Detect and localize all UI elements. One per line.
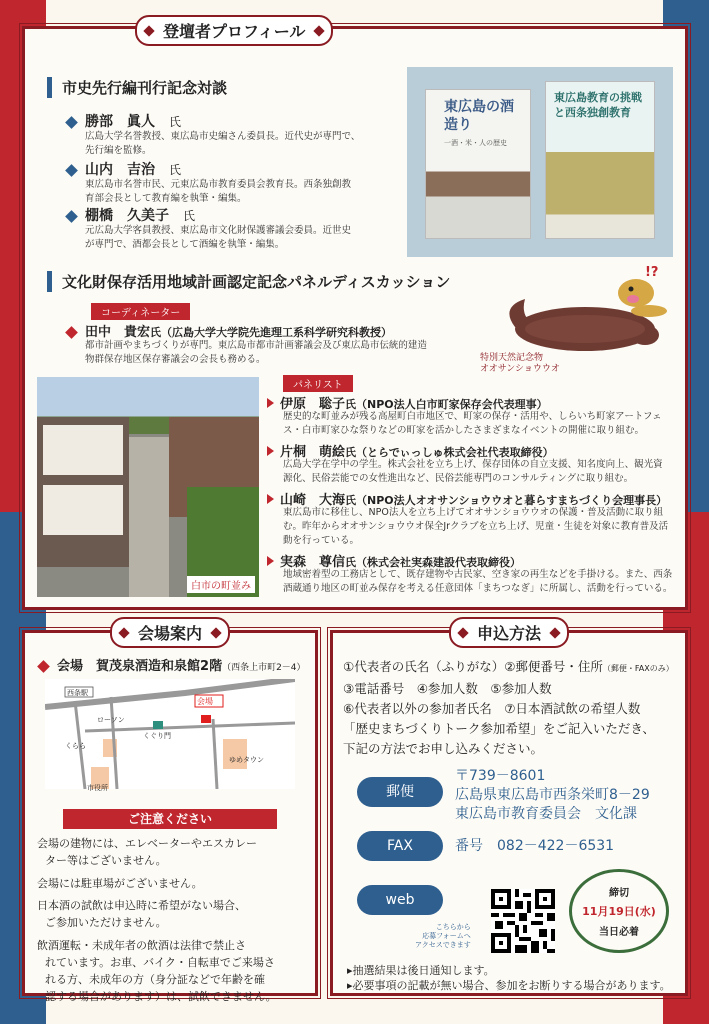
speaker-tanahashi (67, 205, 195, 225)
instruction-line (343, 657, 674, 679)
desc-line: 物群保存地区保存審議会の会長も務める。 (85, 354, 266, 365)
speaker-desc (85, 130, 405, 158)
coordinator-affiliation: 氏（広島大学大学院先進理工系科学研究科教授） (150, 326, 393, 339)
map-label-city-hall: 市役所 (87, 784, 108, 792)
house-wall (43, 485, 123, 535)
coordinator-desc (85, 339, 485, 367)
panelist-name-text: 山崎 大海 (280, 493, 346, 508)
speaker-name: 勝部 眞人 (85, 114, 155, 130)
panelist-affiliation: 氏（NPO法人白市町家保存会代表理事） (345, 398, 548, 411)
desc-line: 広島大学名誉教授、東広島市史編さん委員長。近代史が専門で、 (85, 131, 361, 142)
deadline-note: 当日必着 (599, 927, 639, 938)
books-image (407, 67, 673, 257)
speaker-katsube (67, 111, 181, 131)
profile-panel (22, 22, 688, 610)
map-label-kurara: くらら (65, 742, 86, 750)
coordinator-label: コーディネーター (91, 303, 190, 320)
deadline-badge (569, 869, 669, 953)
house-wall (43, 425, 123, 475)
instruction-text: ①代表者の氏名（ふりがな）②郵便番号・住所 (343, 659, 603, 674)
deadline-label: 締切 (609, 888, 629, 899)
book-subtitle: 一酒・米・人の歴史 (444, 139, 507, 147)
diamond-icon (65, 164, 78, 177)
instruction-line: 下記の方法でお申し込みください。 (343, 741, 544, 756)
arrow-icon (267, 398, 274, 408)
caution-drinking (37, 937, 313, 1005)
qr-note (415, 923, 471, 950)
map-label-venue: 会場 (197, 697, 213, 706)
instruction-line: ③電話番号 ④参加人数 ⑤参加人数 (343, 681, 552, 696)
venue-panel (22, 624, 318, 1003)
caution-elevator (37, 835, 313, 869)
fax-button: FAX (357, 831, 443, 861)
panelist-name-text: 実森 尊信 (280, 555, 346, 570)
map-label-kugurimon: くぐり門 (143, 732, 171, 740)
profile-title: 登壇者プロフィール (135, 15, 333, 46)
arrow-icon (267, 446, 274, 456)
desc-line: 育部会長として教育編を執筆・編集。 (85, 193, 247, 204)
caution-tasting (37, 897, 313, 931)
mascot-image (611, 263, 671, 323)
panelist-desc (283, 568, 683, 596)
section-title-panel-discussion: 文化財保存活用地域計画認定記念パネルディスカッション (47, 271, 450, 292)
desc-line: ス・白市町家ひな祭りなどの町家を活かしたさまざまなイベントの開催に取り組む。 (283, 425, 645, 436)
venue-name: 賀茂泉酒造和泉館2階 (96, 659, 223, 674)
note-line: ター等はございません。 (45, 854, 167, 867)
diamond-icon (37, 660, 50, 673)
caution-parking (37, 875, 313, 892)
arrow-icon (267, 556, 274, 566)
note-line: 日本酒の試飲は申込時に希望がない場合、 (37, 899, 246, 912)
coordinator-name-text: 田中 貴宏 (85, 325, 151, 340)
fax-number: 番号 082－422－6531 (455, 838, 615, 854)
venue-label: 会場 (57, 659, 84, 674)
desc-line: む。昨年からオオサンショウウオ保全Jrクラブを立ち上げ、児童・生徒を対象に教育普及活 (283, 521, 669, 532)
desc-line: 広島大学在学中の学生。株式会社を立ち上げ、保存団体の自立支援、知名度向上、観光資 (283, 459, 663, 470)
speaker-name: 棚橋 久美子 (85, 208, 169, 224)
desc-line: 先行編を監修。 (85, 145, 152, 156)
qr-note-line: こちらから (435, 923, 471, 931)
desc-line: 地域密着型の工務店として、既存建物や古民家、空き家の再生などを手掛ける。また、西条 (283, 569, 673, 580)
panelist-desc (283, 506, 683, 548)
suffix: 氏 (169, 163, 182, 177)
mail-info (455, 767, 650, 824)
book-education (545, 81, 655, 239)
speaker-desc (85, 224, 405, 252)
street (129, 437, 169, 597)
mail-address: 広島県東広島市西条栄町8－29 (455, 787, 650, 803)
book-title: 東広島の酒造り (444, 99, 514, 133)
map-label-yume: ゆめタウン (229, 756, 264, 764)
venue-address: （西条上市町2－4） (222, 663, 306, 673)
note-line: 認する場合があります）は、試飲できません。 (45, 990, 277, 1003)
apply-note-line: ▸必要事項の記載が無い場合、参加をお断りする場合があります。 (347, 979, 671, 992)
instruction-line: ⑥代表者以外の参加者氏名 ⑦日本酒試飲の希望人数 (343, 701, 641, 716)
caution-banner (63, 809, 277, 829)
venue-line (39, 655, 306, 674)
photo-caption: 白市の町並み (187, 576, 255, 593)
panelist-affiliation: 氏（株式会社実森建設代表取締役） (345, 556, 522, 569)
note-line: 会場の建物には、エレベーターやエスカレー (37, 837, 257, 850)
deadline-date: 11月19日(水) (582, 905, 656, 918)
salamander-caption (480, 353, 560, 375)
suffix: 氏 (169, 115, 182, 129)
mail-postcode: 〒739－8601 (455, 768, 546, 784)
apply-panel (330, 624, 688, 996)
instruction-line: 「歴史まちづくりトーク参加希望」をご記入いただき、 (343, 721, 655, 736)
diamond-icon (65, 326, 78, 339)
apply-title: 申込方法 (449, 617, 569, 648)
panelist-name-text: 伊原 聡子 (280, 397, 346, 412)
townscape-photo (37, 377, 259, 597)
desc-line: 東広島市名誉市民、元東広島市教育委員会教育長。西条独創教 (85, 179, 352, 190)
speaker-yamauchi (67, 159, 181, 179)
desc-line: 元広島大学客員教授、東広島市文化財保護審議会委員。近世史 (85, 225, 352, 236)
note-line: ご参加いただけません。 (45, 916, 167, 929)
panelist-affiliation: 氏（とらでぃっしゅ株式会社代表取締役） (345, 446, 554, 459)
web-button: web (357, 885, 443, 915)
note-line: れています。お車、バイク・自転車でご来場さ (45, 956, 275, 969)
desc-line: 歴史的な町並みが残る高屋町白市地区で、町家の保存・活用や、しらいち町家アートフェ (283, 411, 662, 422)
section-title-dialogue: 市史先行編刊行記念対談 (47, 77, 227, 98)
map-label-lawson: ローソン (97, 716, 125, 724)
venue-title: 会場案内 (110, 617, 230, 648)
book-title: 東広島教育の挑戦と西条独創教育 (554, 91, 642, 119)
desc-line: 動を行っている。 (283, 535, 360, 546)
note-line: 飲酒運転・未成年者の飲酒は法律で禁止さ (37, 939, 246, 952)
apply-notes (347, 963, 671, 993)
desc-line: 東広島市に移住し、NPO法人を立ち上げてオオサンショウウオの保護・普及活動に取り組 (283, 507, 664, 518)
panelist-desc (283, 458, 683, 486)
note-line: 会場には駐車場がございません。 (37, 877, 203, 890)
apply-note-line: ▸抽選結果は後日通知します。 (347, 964, 495, 977)
qr-code[interactable] (491, 889, 555, 953)
suffix: 氏 (183, 209, 196, 223)
panelist-affiliation: 氏（NPO法人オオサンショウウオと暮らすまちづくり会理事長） (345, 494, 668, 507)
panelist-label: パネリスト (283, 375, 353, 392)
desc-line: 都市計画やまちづくりが専門。東広島市都市計画審議会及び東広島市伝統的建造 (85, 340, 427, 351)
caution-title: ご注意ください (127, 812, 212, 826)
coordinator-name (67, 321, 392, 340)
book-sake (425, 89, 531, 239)
qr-note-line: アクセスできます (415, 941, 471, 949)
instruction-note: （郵便・FAXのみ） (602, 664, 674, 673)
mail-department: 東広島市教育委員会 文化課 (455, 806, 637, 822)
panelist-name-text: 片桐 萌絵 (280, 445, 346, 460)
diamond-icon (65, 210, 78, 223)
caption-line: オオサンショウウオ (480, 364, 560, 374)
apply-instructions (343, 657, 674, 759)
qr-note-line: 応募フォームへ (422, 932, 471, 940)
caption-line: 特別天然記念物 (480, 353, 544, 363)
speaker-desc (85, 178, 405, 206)
note-line: れる方、未成年の方（身分証などで年齢を確 (45, 973, 265, 986)
desc-line: 源化、民俗芸能での女性進出など、民俗芸能専門のコンサルティングに取り組む。 (283, 473, 634, 484)
speaker-name: 山内 吉治 (85, 162, 155, 178)
desc-line: 酒蔵通り地区の町並み保存を考える任意団体「まちつなぎ」に所属し、活動を行っている。 (283, 583, 673, 594)
map-label-station: 西条駅 (67, 689, 88, 697)
mail-button: 郵便 (357, 777, 443, 807)
diamond-icon (65, 116, 78, 129)
panelist-desc (283, 410, 683, 438)
mascot-exclaim: !? (645, 265, 659, 280)
desc-line: が専門で、酒都会長として酒編を執筆・編集。 (85, 239, 285, 250)
arrow-icon (267, 494, 274, 504)
